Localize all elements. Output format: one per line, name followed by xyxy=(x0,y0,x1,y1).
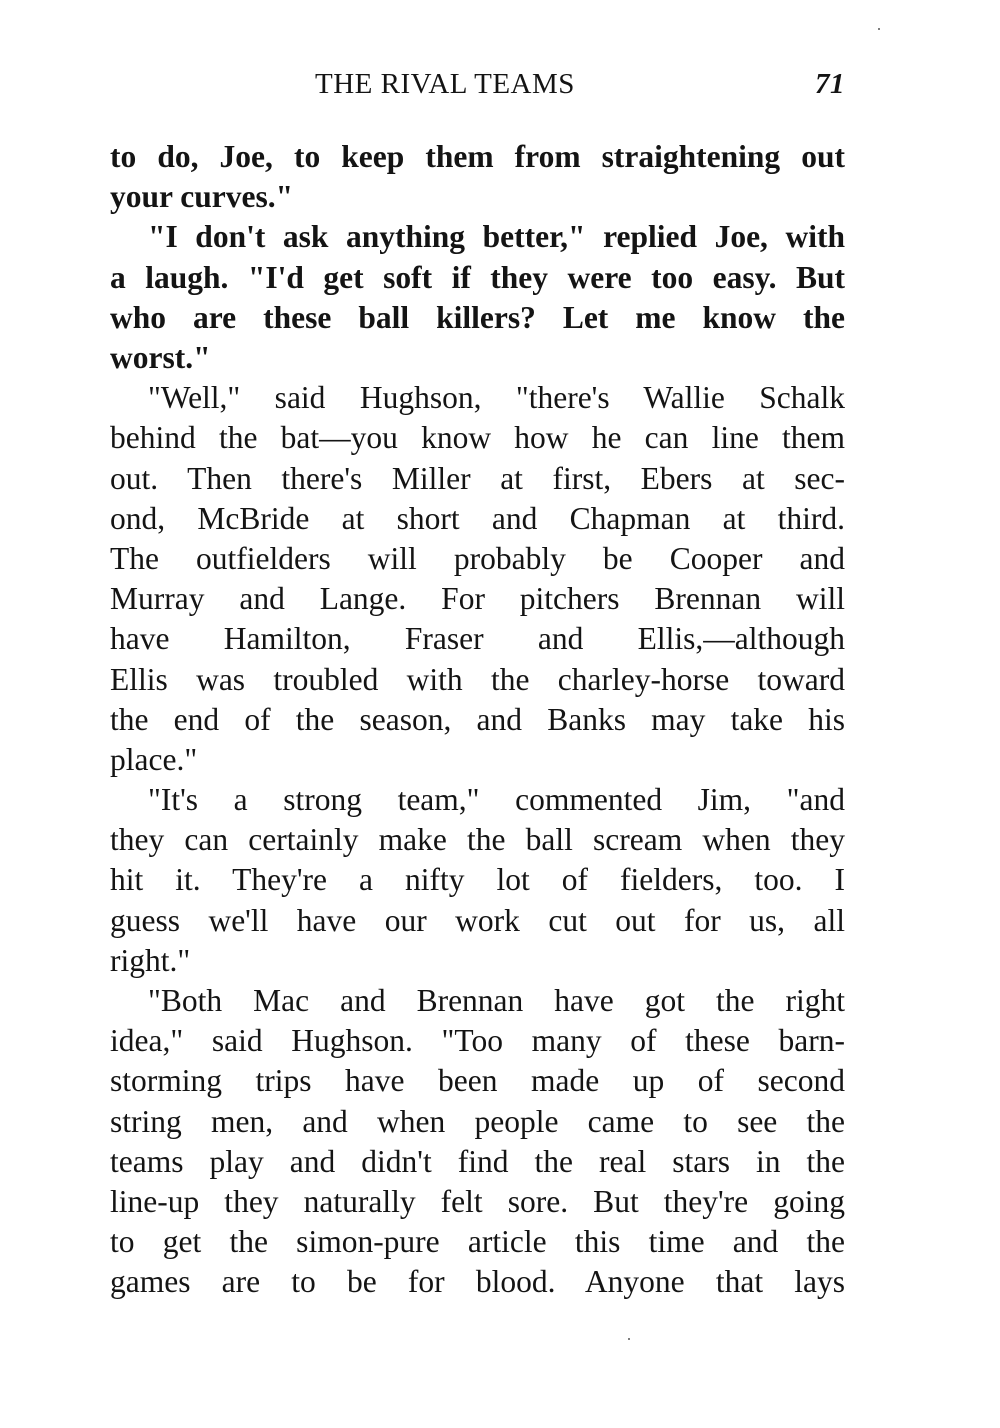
text-line: they can certainly make the ball scream when they xyxy=(110,822,845,858)
chapter-title: THE RIVAL TEAMS xyxy=(315,68,575,100)
text-line: "I don't ask anything better," replied Joe, with xyxy=(148,219,845,255)
body-text xyxy=(110,137,845,378)
text-line: Murray and Lange. For pitchers Brennan will xyxy=(110,581,845,617)
text-line: place." xyxy=(110,741,198,777)
text-line: out. Then there's Miller at first, Ebers at sec- xyxy=(110,460,845,496)
text-line: games are to be for blood. Anyone that lays xyxy=(110,1264,845,1300)
text-line: to do, Joe, to keep them from straightening out xyxy=(110,139,845,174)
paper-speck xyxy=(878,28,880,30)
text-line: line-up they naturally felt sore. But they're going xyxy=(110,1183,845,1219)
text-line: the end of the season, and Banks may take his xyxy=(110,701,845,737)
text-line: a laugh. "I'd get soft if they were too easy. But xyxy=(110,259,845,295)
text-line: worst." xyxy=(110,339,211,375)
body-text-continued xyxy=(110,378,845,1302)
paper-speck xyxy=(628,1338,630,1340)
text-line: idea," said Hughson. "Too many of these barn- xyxy=(110,1023,845,1059)
text-line: right." xyxy=(110,942,191,978)
text-line: who are these ball killers? Let me know the xyxy=(110,299,845,335)
text-line: The outfielders will probably be Cooper and xyxy=(110,540,845,576)
text-line: hit it. They're a nifty lot of fielders, too. I xyxy=(110,862,845,898)
text-line: teams play and didn't find the real stars in the xyxy=(110,1143,845,1179)
page-number: 71 xyxy=(815,68,845,100)
text-line: "Both Mac and Brennan have got the right xyxy=(148,983,845,1018)
running-head xyxy=(110,68,845,108)
text-line: Ellis was troubled with the charley-horse toward xyxy=(110,661,845,697)
text-line: behind the bat—you know how he can line them xyxy=(110,420,845,456)
text-line: have Hamilton, Fraser and Ellis,—although xyxy=(110,621,845,657)
text-line: to get the simon-pure article this time and the xyxy=(110,1224,845,1260)
text-line: guess we'll have our work cut out for us, all xyxy=(110,902,845,938)
text-line: string men, and when people came to see the xyxy=(110,1103,845,1139)
text-line: "Well," said Hughson, "there's Wallie Schalk xyxy=(148,380,845,416)
text-line: ond, McBride at short and Chapman at third. xyxy=(110,500,845,536)
text-line: storming trips have been made up of second xyxy=(110,1063,845,1099)
text-line: your curves." xyxy=(110,179,294,215)
text-line: "It's a strong team," commented Jim, "and xyxy=(148,782,845,818)
